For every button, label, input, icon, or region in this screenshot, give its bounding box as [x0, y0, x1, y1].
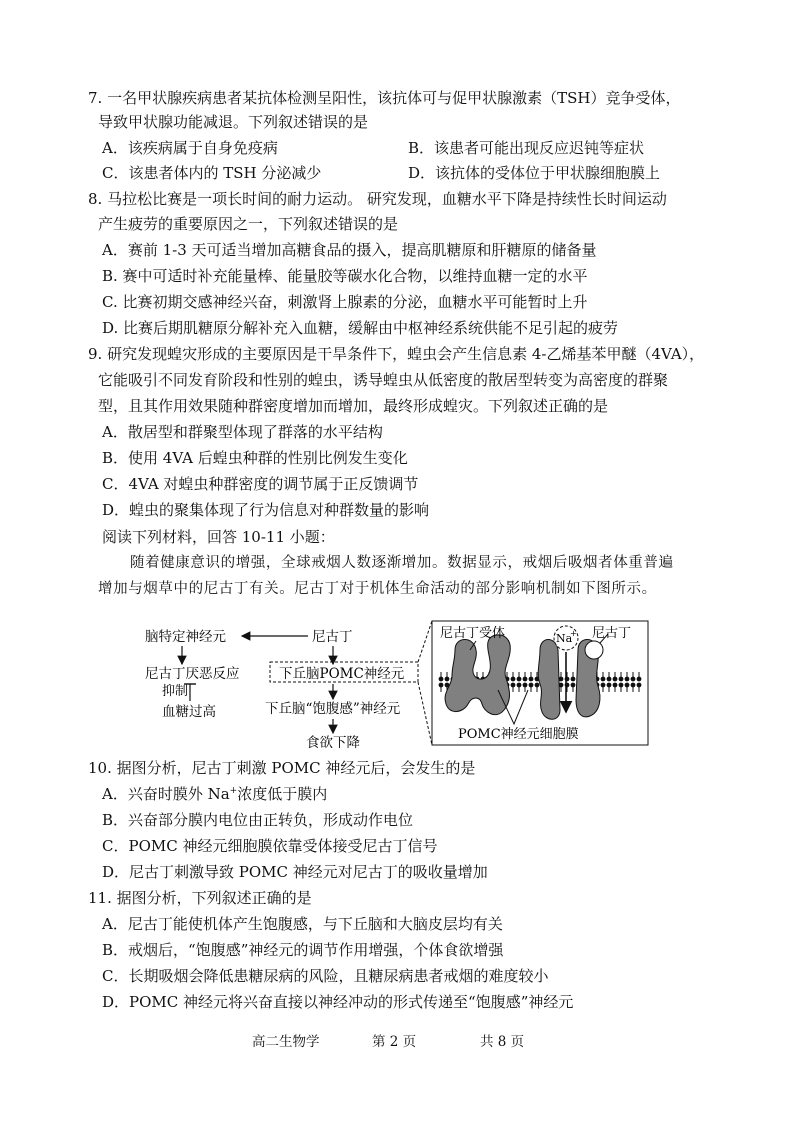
q10-stem: 10. 据图分析，尼古丁刺激 POMC 神经元后，会发生的是: [88, 759, 476, 777]
q10-option-a: [102, 784, 327, 804]
inhibit-label: 抑制: [162, 684, 189, 699]
q10-option-a-sup: +: [229, 786, 238, 796]
q10-option-a-post: 浓度低于膜内: [237, 785, 328, 803]
q9-stem-line1: 9. 研究发现蝗灾形成的主要原因是干旱条件下，蝗虫会产生信息素 4-乙烯基苯甲醚（4VA），: [88, 345, 705, 363]
q7-option-c: C．该患者体内的 TSH 分泌减少: [102, 164, 322, 182]
brain-neuron-label: 脑特定神经元: [145, 629, 226, 645]
q10-option-c: C．POMC 神经元细胞膜依靠受体接受尼古丁信号: [102, 837, 438, 855]
receptor-label: 尼古丁受体: [440, 626, 506, 641]
q7-option-b: B．该患者可能出现反应迟钝等症状: [408, 139, 645, 157]
q9-stem-line3: 型，且其作用效果随种群密度增加而增加，最终形成蝗灾。下列叙述正确的是: [98, 397, 609, 415]
q9-option-d: D．蝗虫的聚集体现了行为信息对种群数量的影响: [102, 501, 430, 519]
bound-nicotine-circle: [585, 641, 603, 659]
membrane-label: POMC神经元细胞膜: [458, 727, 579, 742]
q8-stem-line1: 8. 马拉松比赛是一项长时间的耐力运动。 研究发现，血糖水平下降是持续性长时间运动: [88, 190, 667, 208]
material-line2: 增加与烟草中的尼古丁有关。尼古丁对于机体生命活动的部分影响机制如下图所示。: [98, 581, 657, 597]
q7-option-a: A．该疾病属于自身免疫病: [102, 139, 278, 157]
q11-option-b: B．戒烟后，“饱腹感”神经元的调节作用增强，个体食欲增强: [102, 941, 504, 959]
ion-channel-left: [538, 640, 560, 720]
q8-option-b: B. 赛中可适时补充能量棒、能量胶等碳水化合物，以维持血糖一定的水平: [102, 267, 588, 285]
satiety-neuron-label: 下丘脑“饱腹感”神经元: [265, 701, 401, 717]
q8-stem-line2: 产生疲劳的重要原因之一，下列叙述错误的是: [98, 215, 399, 233]
na-ion-label: Na: [556, 632, 573, 645]
pomc-neuron-label: 下丘脑POMC神经元: [279, 666, 405, 682]
na-ion-charge: +: [570, 629, 577, 638]
q8-option-a: A．赛前 1-3 天可适当增加高糖食品的摄入，提高肌糖原和肝糖原的储备量: [102, 241, 597, 259]
footer-page-number: 第 2 页: [372, 1034, 417, 1050]
q7-stem-line2: 导致甲状腺功能减退。下列叙述错误的是: [98, 113, 369, 131]
appetite-label: 食欲下降: [306, 735, 360, 751]
aversion-label: 尼古丁厌恶反应: [145, 666, 240, 682]
q10-option-d: D．尼古丁刺激导致 POMC 神经元对尼古丁的吸收量增加: [102, 863, 488, 881]
q9-stem-line2: 它能吸引不同发育阶段和性别的蝗虫，诱导蝗虫从低密度的散居型转变为高密度的群聚: [98, 371, 669, 389]
q8-option-d: D. 比赛后期肌糖原分解补充入血糖，缓解由中枢神经系统供能不足引起的疲劳: [102, 319, 619, 337]
q9-option-a: A．散居型和群聚型体现了群落的水平结构: [102, 423, 383, 441]
q8-option-c: C. 比赛初期交感神经兴奋，刺激肾上腺素的分泌，血糖水平可能暂时上升: [102, 293, 588, 311]
material-line1: 随着健康意识的增强，全球戒烟人数逐渐增加。数据显示，戒烟后吸烟者体重普遍: [130, 555, 674, 571]
q9-option-c: C．4VA 对蝗虫种群密度的调节属于正反馈调节: [102, 475, 419, 493]
high-glucose-label: 血糖过高: [162, 704, 216, 720]
zoom-line-bottom: [418, 682, 432, 745]
q10-option-b: B．兴奋部分膜内电位由正转负，形成动作电位: [102, 811, 414, 829]
zoom-line-top: [418, 621, 432, 662]
q9-option-b: B．使用 4VA 后蝗虫种群的性别比例发生变化: [102, 449, 408, 467]
footer-total-pages: 共 8 页: [480, 1034, 525, 1050]
material-intro: 阅读下列材料，回答 10-11 小题：: [102, 528, 335, 546]
footer-subject: 高二生物学: [252, 1034, 320, 1050]
q7-stem-line1: 7. 一名甲状腺疾病患者某抗体检测呈阳性，该抗体可与促甲状腺激素（TSH）竞争受体，: [88, 89, 681, 107]
q11-stem: 11. 据图分析，下列叙述正确的是: [88, 889, 312, 907]
q11-option-c: C．长期吸烟会降低患糖尿病的风险，且糖尿病患者戒烟的难度较小: [102, 967, 549, 985]
q10-option-a-pre: A．兴奋时膜外 Na: [102, 785, 230, 803]
q7-option-d: D．该抗体的受体位于甲状腺细胞膜上: [408, 164, 661, 182]
nicotine-right-label: 尼古丁: [592, 626, 632, 641]
nicotine-label: 尼古丁: [312, 629, 353, 645]
q11-option-a: A．尼古丁能使机体产生饱腹感，与下丘脑和大脑皮层均有关: [102, 915, 503, 933]
q11-option-d: D．POMC 神经元将兴奋直接以神经冲动的形式传递至“饱腹感”神经元: [102, 993, 574, 1011]
